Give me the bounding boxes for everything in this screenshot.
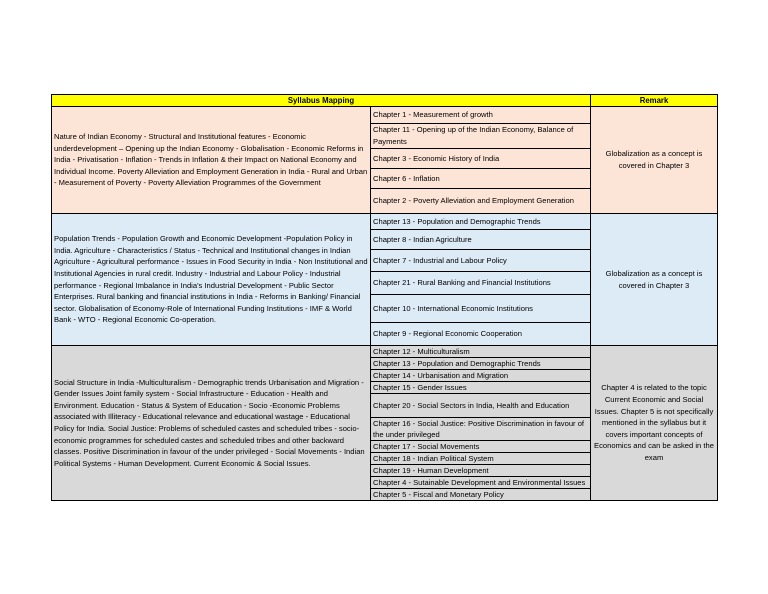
table-row (52, 346, 718, 358)
chapter-cell: Chapter 11 - Opening up of the Indian Economy, Balance of Payments (371, 124, 591, 149)
chapter-cell: Chapter 13 - Population and Demographic Trends (371, 358, 591, 370)
chapter-cell: Chapter 12 - Multiculturalism (371, 346, 591, 358)
chapter-cell: Chapter 5 - Fiscal and Monetary Policy (371, 489, 591, 501)
chapter-cell: Chapter 6 - Inflation (371, 169, 591, 189)
chapter-cell: Chapter 17 - Social Movements (371, 441, 591, 453)
remark-header: Remark (591, 95, 718, 107)
syllabus-topic-cell: Population Trends - Population Growth and Economic Development -Population Policy in India. Agriculture - Characteristics / Status - Technical and Institutional changes in Indian Agriculture - Agricultural performance - Issues in Food Security in India - Non Institutional and Institutional Agencies in rural credit. Industry - Industrial and Labour Policy - Industrial performance - Regional Imbalance in India's Industrial Development - Public Sector Enterprises. Rural banking and financial institutions in India - Reforms in Banking/ Financial sector. Globalisation of Economy-Role of International Funding Institutions - IMF & World Bank - WTO - Regional Economic Co-operation. (52, 214, 371, 346)
chapter-cell: Chapter 13 - Population and Demographic Trends (371, 214, 591, 230)
remark-cell: Globalization as a concept is covered in Chapter 3 (591, 214, 718, 346)
chapter-cell: Chapter 20 - Social Sectors in India, Health and Education (371, 394, 591, 418)
syllabus-topic-cell: Nature of Indian Economy - Structural and Institutional features - Economic underdevelopment – Opening up the Indian Economy - Globalisation - Economic Reforms in India - Privatisation - Inflation - Trends in Inflation & their Impact on National Economy and Individual Income. Poverty Alleviation and Employment Generation in India - Rural and Urban - Measurement of Poverty - Poverty Alleviation Programmes of the Government (52, 107, 371, 214)
chapter-cell: Chapter 7 - Industrial and Labour Policy (371, 250, 591, 272)
chapter-cell: Chapter 19 - Human Development (371, 465, 591, 477)
remark-cell: Chapter 4 is related to the topic Current Economic and Social Issues. Chapter 5 is not specifically mentioned in the syllabus but it covers important concepts of Economics and can be asked in the exam (591, 346, 718, 501)
chapter-cell: Chapter 15 - Gender Issues (371, 382, 591, 394)
header-row (52, 95, 718, 107)
syllabus-mapping-table (51, 94, 718, 501)
chapter-cell: Chapter 14 - Urbanisation and Migration (371, 370, 591, 382)
syllabus-topic-cell: Social Structure in India -Multiculturalism - Demographic trends Urbanisation and Migration - Gender Issues Joint family system - Social Infrastructure - Education - Health and Environment. Education - Status & System of Education - Socio -Economic Problems associated with Illiteracy - Educational relevance and educational wastage - Educational Policy for India. Social Justice: Problems of scheduled castes and scheduled tribes - socio-economic programmes for scheduled castes and scheduled tribes and other backward classes. Positive Discrimination in favour of the under privileged - Social Movements - Indian Political Systems - Human Development. Current Economic & Social Issues. (52, 346, 371, 501)
table-row (52, 107, 718, 124)
chapter-cell: Chapter 21 - Rural Banking and Financial Institutions (371, 272, 591, 295)
chapter-cell: Chapter 3 - Economic History of India (371, 149, 591, 169)
chapter-cell: Chapter 16 - Social Justice: Positive Discrimination in favour of the under privileged (371, 418, 591, 441)
chapter-cell: Chapter 4 - Sutainable Development and Environmental Issues (371, 477, 591, 489)
chapter-cell: Chapter 9 - Regional Economic Cooperation (371, 323, 591, 346)
chapter-cell: Chapter 1 - Measurement of growth (371, 107, 591, 124)
table-row (52, 214, 718, 230)
chapter-cell: Chapter 2 - Poverty Alleviation and Employment Generation (371, 189, 591, 214)
chapter-cell: Chapter 8 - Indian Agriculture (371, 230, 591, 250)
remark-cell: Globalization as a concept is covered in Chapter 3 (591, 107, 718, 214)
syllabus-mapping-header: Syllabus Mapping (52, 95, 591, 107)
chapter-cell: Chapter 10 - International Economic Institutions (371, 295, 591, 323)
chapter-cell: Chapter 18 - Indian Political System (371, 453, 591, 465)
